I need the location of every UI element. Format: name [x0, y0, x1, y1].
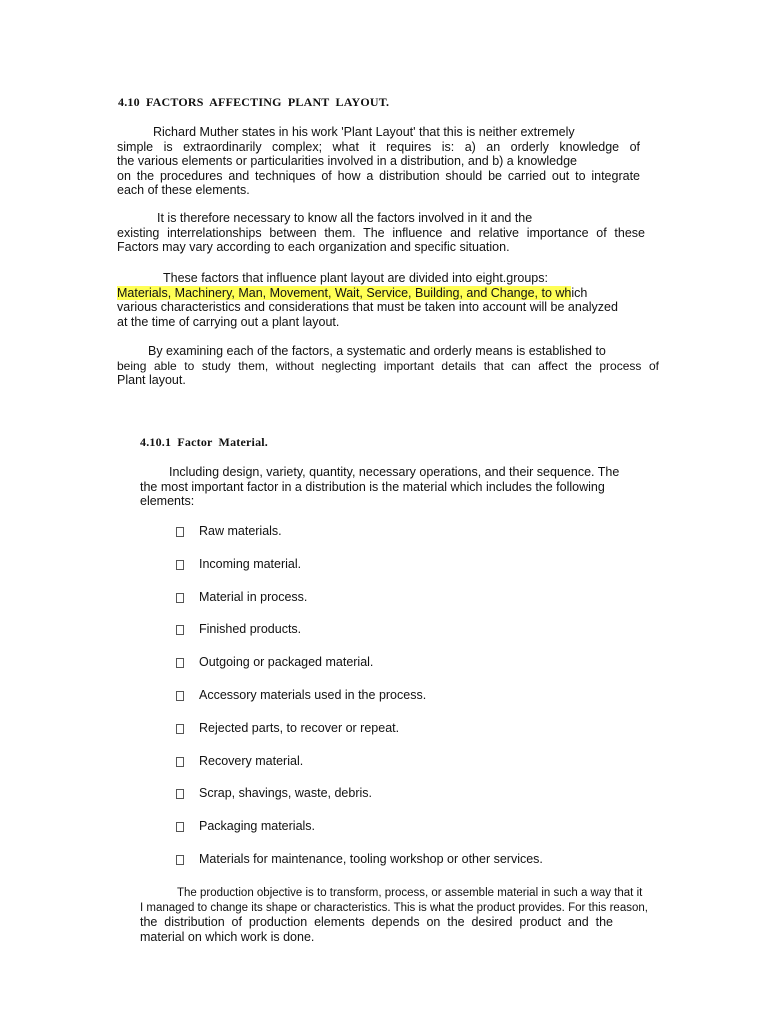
text-line: elements: [140, 494, 195, 509]
text-line: Factors may vary according to each organization and specific situation. [117, 240, 510, 255]
text-line: The production objective is to transform, process, or assemble material in such a way that it [177, 887, 643, 899]
text-line: I managed to change its shape or characteristics. This is what the product provides. For this reason, [140, 901, 648, 914]
materials-list [176, 524, 543, 885]
text-line: Plant layout. [117, 373, 186, 388]
text-line: It is therefore necessary to know all the factors involved in it and the [157, 211, 533, 225]
list-item: Raw materials. [176, 524, 543, 557]
box-bullet-icon [176, 789, 184, 799]
list-item: Rejected parts, to recover or repeat. [176, 721, 543, 754]
box-bullet-icon [176, 822, 184, 832]
box-bullet-icon [176, 724, 184, 734]
text-line: the most important factor in a distribution is the material which includes the following [140, 479, 605, 494]
text-line: various characteristics and considerations that must be taken into account will be analyzed [117, 300, 618, 315]
list-item: Material in process. [176, 590, 543, 623]
paragraph-examining [117, 344, 659, 388]
text-line [117, 286, 637, 301]
list-item: Scrap, shavings, waste, debris. [176, 786, 543, 819]
list-item: Finished products. [176, 622, 543, 655]
text-line: being able to study them, without neglecting important details that can affect the process of [117, 358, 659, 373]
text-line: existing interrelationships between them. The influence and relative importance of these [117, 225, 645, 240]
paragraph-eight-groups [117, 271, 637, 329]
highlighted-text: Materials, Machinery, Man, Movement, Wait, Service, Building, and Change, to wh [117, 285, 572, 300]
text-line: These factors that influence plant layout are divided into eight.groups: [163, 271, 548, 285]
subsection-heading: 4.10.1 Factor Material. [140, 435, 269, 449]
paragraph-production-objective [140, 886, 662, 944]
list-item: Outgoing or packaged material. [176, 655, 543, 688]
text-line: on the procedures and techniques of how a distribution should be carried out to integrate [117, 168, 640, 183]
list-item: Materials for maintenance, tooling workshop or other services. [176, 852, 543, 885]
box-bullet-icon [176, 757, 184, 767]
paragraph-factors-necessary [117, 211, 645, 255]
list-item: Incoming material. [176, 557, 543, 590]
text-line: each of these elements. [117, 183, 250, 198]
text-line: Including design, variety, quantity, necessary operations, and their sequence. The [169, 465, 620, 479]
box-bullet-icon [176, 625, 184, 635]
box-bullet-icon [176, 658, 184, 668]
section-heading: 4.10 FACTORS AFFECTING PLANT LAYOUT. [118, 95, 390, 109]
paragraph-muther [117, 125, 640, 198]
text-line: the various elements or particularities involved in a distribution, and b) a knowledge [117, 154, 577, 169]
text-line: the distribution of production elements depends on the desired product and the [140, 915, 613, 930]
box-bullet-icon [176, 527, 184, 537]
box-bullet-icon [176, 691, 184, 701]
text-line: material on which work is done. [140, 929, 315, 944]
list-item: Packaging materials. [176, 819, 543, 852]
text-line: simple is extraordinarily complex; what it requires is: a) an orderly knowledge of [117, 139, 640, 154]
text-line: at the time of carrying out a plant layout. [117, 314, 340, 329]
text-line: By examining each of the factors, a systematic and orderly means is established to [148, 344, 606, 358]
text-fragment: ich [571, 285, 588, 300]
paragraph-material-intro [140, 465, 640, 509]
box-bullet-icon [176, 855, 184, 865]
list-item: Recovery material. [176, 754, 543, 787]
text-line: Richard Muther states in his work 'Plant Layout' that this is neither extremely [153, 125, 575, 139]
box-bullet-icon [176, 560, 184, 570]
list-item: Accessory materials used in the process. [176, 688, 543, 721]
box-bullet-icon [176, 593, 184, 603]
